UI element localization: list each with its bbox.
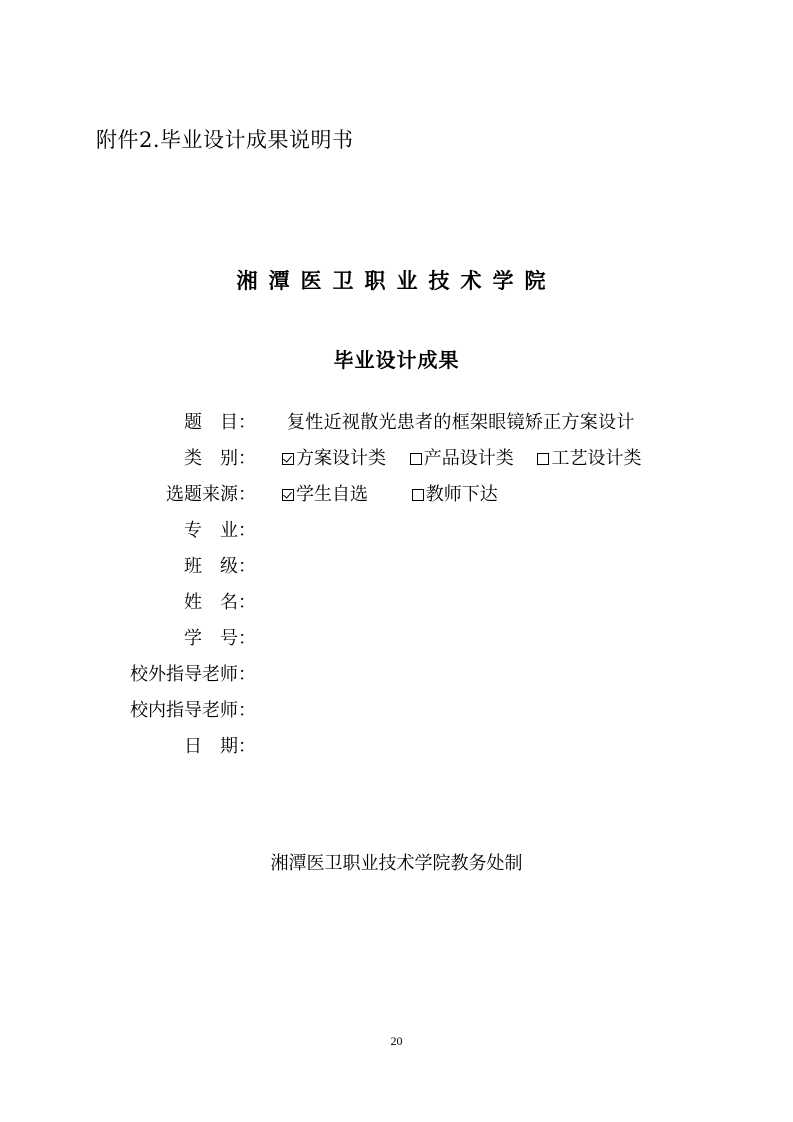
page-number: 20 xyxy=(390,1034,403,1048)
source-row xyxy=(0,476,793,512)
class-row xyxy=(0,548,793,584)
category-label: 类 别： xyxy=(184,448,256,469)
category-options xyxy=(282,444,641,470)
external-advisor-label: 校外指导老师： xyxy=(130,664,256,685)
date-row xyxy=(0,728,793,764)
major-row xyxy=(0,512,793,548)
category-option-scheme[interactable] xyxy=(282,444,386,470)
internal-advisor-row xyxy=(0,692,793,728)
source-label: 选题来源： xyxy=(166,484,256,505)
empty-box-icon[interactable] xyxy=(410,453,422,465)
info-form xyxy=(0,404,793,764)
class-label: 班 级： xyxy=(184,556,256,577)
source-option-student-label: 学生自选 xyxy=(296,484,368,505)
checked-box-icon[interactable] xyxy=(282,453,294,465)
external-advisor-row xyxy=(0,656,793,692)
attachment-heading: 附件2.毕业设计成果说明书 xyxy=(96,128,354,152)
topic-value: 复性近视散光患者的框架眼镜矫正方案设计 xyxy=(287,412,635,433)
issuing-office: 湘潭医卫职业技术学院教务处制 xyxy=(270,853,523,874)
source-option-teacher[interactable] xyxy=(412,480,498,506)
internal-advisor-label: 校内指导老师： xyxy=(130,700,256,721)
category-option-process-label: 工艺设计类 xyxy=(551,448,642,469)
student-id-label: 学 号： xyxy=(184,628,256,649)
date-label: 日 期： xyxy=(184,736,256,757)
category-option-process[interactable] xyxy=(537,444,641,470)
category-row xyxy=(0,440,793,476)
checked-box-icon[interactable] xyxy=(282,489,294,501)
major-label: 专 业： xyxy=(184,520,256,541)
source-option-teacher-label: 教师下达 xyxy=(425,484,498,505)
name-label: 姓 名： xyxy=(184,592,256,613)
empty-box-icon[interactable] xyxy=(537,453,549,465)
category-option-product-label: 产品设计类 xyxy=(423,448,514,469)
category-option-scheme-label: 方案设计类 xyxy=(296,448,386,469)
category-option-product[interactable] xyxy=(410,444,514,470)
topic-label: 题 目： xyxy=(184,412,256,433)
source-options xyxy=(282,480,516,506)
source-option-student[interactable] xyxy=(282,480,368,506)
empty-box-icon[interactable] xyxy=(412,489,424,501)
topic-row xyxy=(0,404,793,440)
name-row xyxy=(0,584,793,620)
student-id-row xyxy=(0,620,793,656)
document-title: 毕业设计成果 xyxy=(333,348,460,372)
school-title: 湘潭医卫职业技术学院 xyxy=(236,269,557,293)
